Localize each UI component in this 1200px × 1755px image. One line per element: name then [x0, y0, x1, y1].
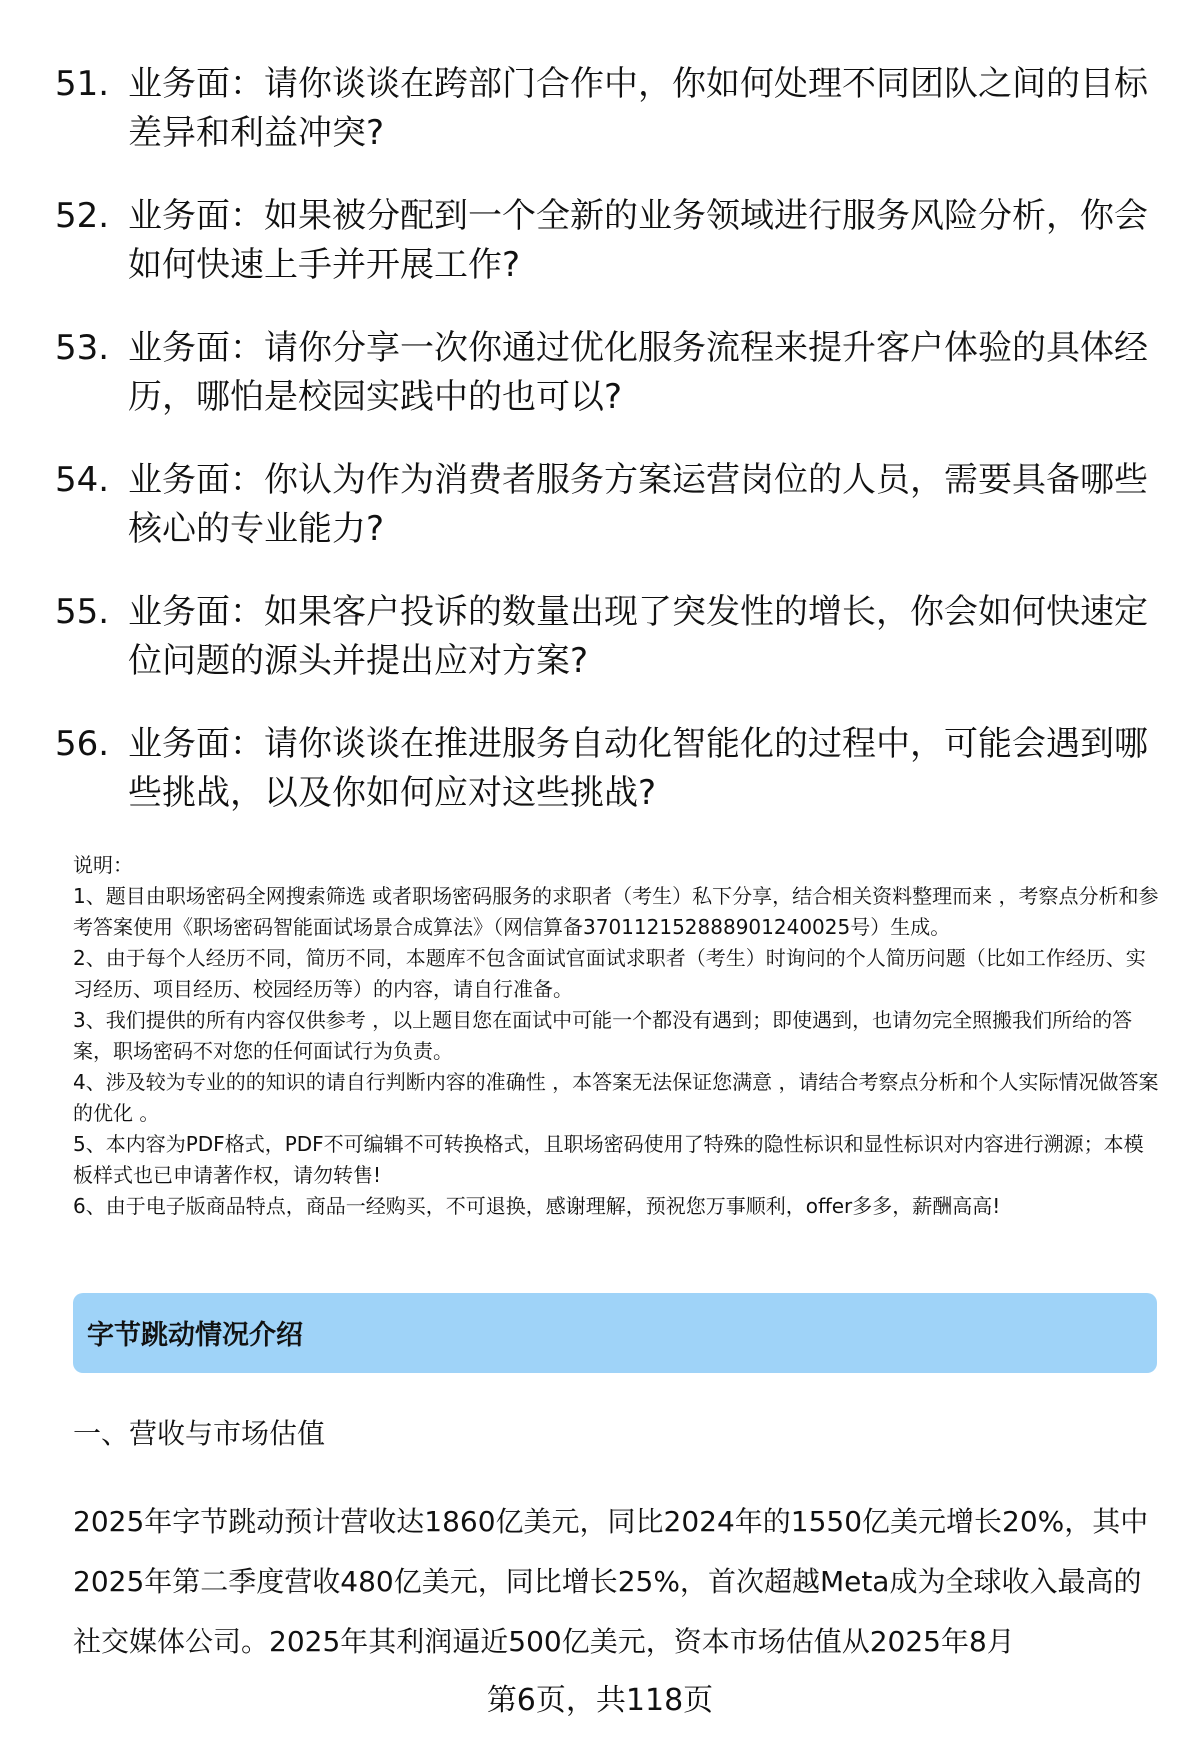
question-53 [55, 324, 1155, 422]
question-56 [55, 720, 1155, 818]
section-title: 字节跳动情况介绍 [87, 1320, 303, 1351]
question-number: 51. [55, 64, 110, 104]
question-text: 业务面：你认为作为消费者服务方案运营岗位的人员，需要具备哪些核心的专业能力? [128, 460, 1148, 549]
question-51 [55, 60, 1155, 158]
question-number: 53. [55, 328, 110, 368]
question-text: 业务面：如果客户投诉的数量出现了突发性的增长，你会如何快速定位问题的源头并提出应对方案? [128, 592, 1148, 681]
question-text: 业务面：请你谈谈在跨部门合作中，你如何处理不同团队之间的目标差异和利益冲突? [128, 64, 1148, 153]
question-number: 52. [55, 196, 110, 236]
question-text: 业务面：请你谈谈在推进服务自动化智能化的过程中，可能会遇到哪些挑战，以及你如何应对这些挑战? [128, 724, 1148, 813]
note-item: 4、涉及较为专业的的知识的请自行判断内容的准确性 ，本答案无法保证您满意 ，请结合考察点分析和个人实际情况做答案的优化 。 [73, 1070, 1159, 1125]
question-number: 55. [55, 592, 110, 632]
question-text: 业务面：请你分享一次你通过优化服务流程来提升客户体验的具体经历，哪怕是校园实践中的也可以? [128, 328, 1148, 417]
question-number: 56. [55, 724, 110, 764]
note-item: 1、题目由职场密码全网搜索筛选 或者职场密码服务的求职者（考生）私下分享，结合相关资料整理而来 ，考察点分析和参考答案使用《职场密码智能面试场景合成算法》（网信算备370112152888901240025号）生成。 [73, 884, 1159, 939]
section-subtitle: 一、营收与市场估值 [73, 1417, 326, 1450]
question-54 [55, 456, 1155, 554]
note-item: 3、我们提供的所有内容仅供参考 ，以上题目您在面试中可能一个都没有遇到；即使遇到，也请勿完全照搬我们所给的答案，职场密码不对您的任何面试行为负责。 [73, 1008, 1133, 1063]
page-number: 第6页，共118页 [486, 1683, 714, 1718]
section-header [73, 1293, 1157, 1373]
note-item: 2、由于每个人经历不同，简历不同，本题库不包含面试官面试求职者（考生）时询问的个人简历问题（比如工作经历、实习经历、项目经历、校园经历等）的内容，请自行准备。 [73, 946, 1146, 1001]
note-item: 5、本内容为PDF格式，PDF不可编辑不可转换格式，且职场密码使用了特殊的隐性标识和显性标识对内容进行溯源；本模板样式也已申请著作权，请勿转售! [73, 1132, 1144, 1187]
note-item: 6、由于电子版商品特点，商品一经购买，不可退换，感谢理解，预祝您万事顺利，offer多多，薪酬高高! [73, 1194, 1001, 1218]
section-paragraph: 2025年字节跳动预计营收达1860亿美元，同比2024年的1550亿美元增长20%，其中2025年第二季度营收480亿美元，同比增长25%，首次超越Meta成为全球收入最高的社交媒体公司。2025年其利润逼近500亿美元，资本市场估值从2025年8月 [73, 1505, 1149, 1658]
notes-title: 说明： [73, 853, 133, 877]
question-52 [55, 192, 1155, 290]
question-number: 54. [55, 460, 110, 500]
question-text: 业务面：如果被分配到一个全新的业务领域进行服务风险分析，你会如何快速上手并开展工作? [128, 196, 1148, 285]
notes [73, 850, 1163, 1222]
question-55 [55, 588, 1155, 686]
